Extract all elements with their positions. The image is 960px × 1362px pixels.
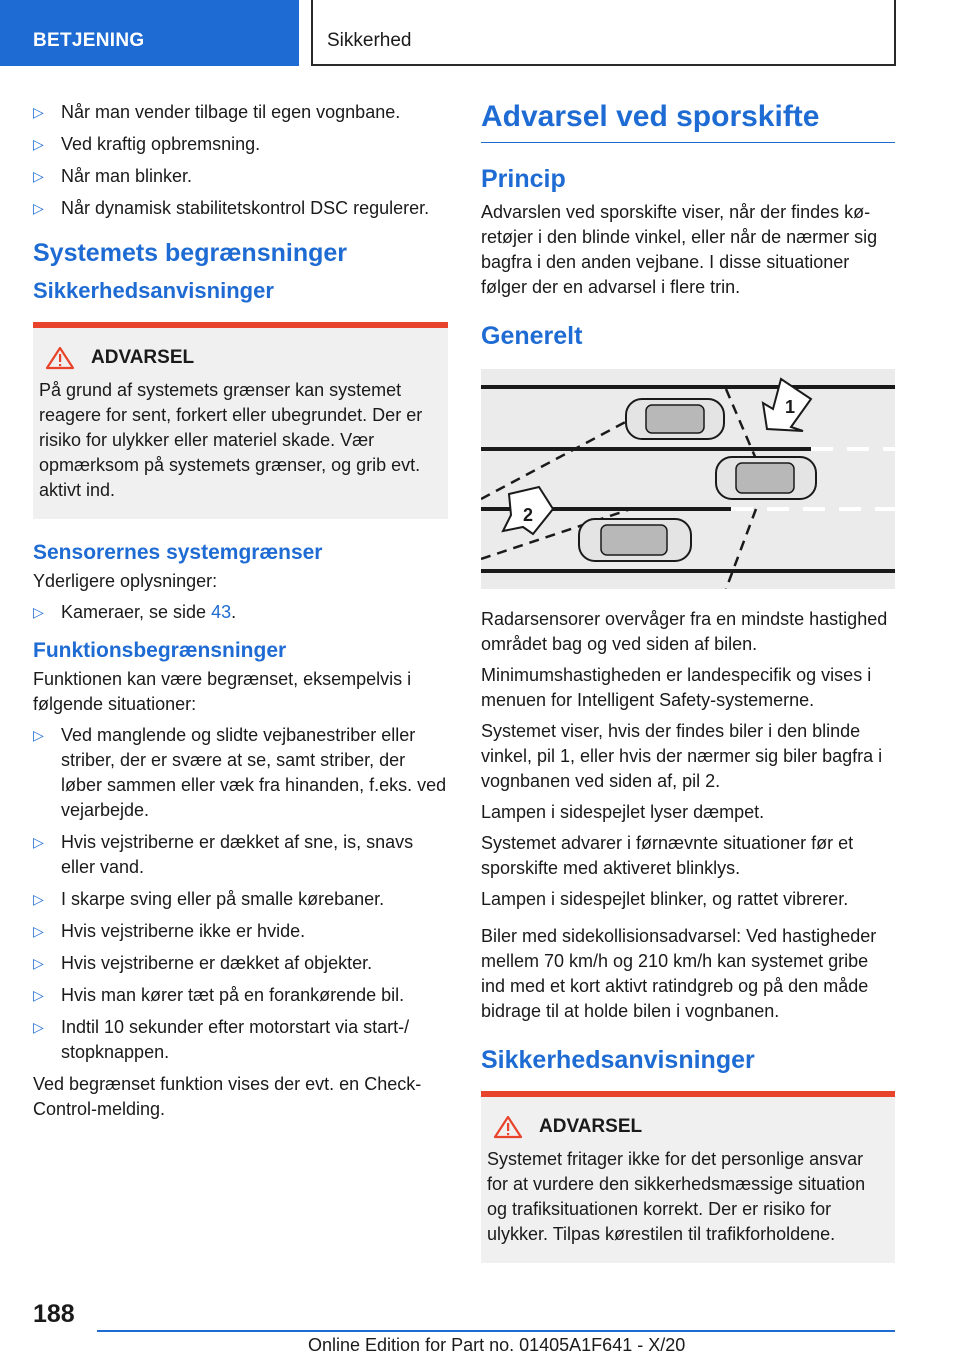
car-icon (716, 457, 816, 499)
function-bullet-list (33, 723, 448, 1065)
principle-text: Advarslen ved sporskifte viser, når der findes køretøjer i den blinde vinkel, eller når de nærmer sig bagfra i den anden vejbane. I disse situationer følger der en advarsel i flere trin. (481, 202, 878, 297)
lane-change-illustration (481, 369, 895, 589)
warning-text: På grund af systemets grænser kan systemet reagere for sent, forkert eller ubegrundet. Der er risiko for ulykker eller materiel skade. Vær opmærksom på systemets grænser, og grib evt. aktivt ind. (39, 380, 423, 500)
heading-sensor-limits: Sensorernes systemgrænser (33, 541, 323, 564)
list-item: ▷ Når dynamisk stabilitetskontrol DSC regulerer. (33, 196, 448, 221)
right-column (481, 100, 895, 1285)
car-icon (626, 399, 724, 439)
footer-divider (97, 1330, 895, 1332)
road-diagram (481, 369, 895, 589)
section-tab (0, 0, 299, 66)
page-title: Advarsel ved sporskifte (481, 100, 895, 143)
function-outro: Ved begrænset funktion vises der evt. en Check-Control-melding. (33, 1074, 422, 1119)
edition-text: Online Edition for Part no. 01405A1F641 - X/20 (308, 1335, 686, 1355)
warning-text: Systemet fritager ikke for det personlige ansvar for at vurdere den sikkerhedsmæssige situation og trafiksituationen korrekt. Der er risiko for ulykker. Tilpas kørestilen til trafikforholdene. (487, 1149, 866, 1244)
chapter-tab (311, 0, 896, 66)
warning-triangle-icon (45, 346, 75, 370)
heading-safety-instructions: Sikkerhedsanvisninger (33, 278, 274, 303)
top-bullet-list (33, 100, 448, 221)
warning-box (481, 1091, 895, 1263)
list-item: ▷ Når man blinker. (33, 164, 448, 189)
warning-label: ADVARSEL (539, 1116, 643, 1137)
general-paragraph: Systemet advarer i førnævnte situationer før et sporskifte med aktiveret blinklys. (481, 833, 854, 878)
general-paragraph: Lampen i sidespejlet lyser dæmpet. (481, 802, 765, 822)
general-paragraph: Minimumshastigheden er landespecifik og vises i menuen for Intelligent Safety-systemerne. (481, 665, 872, 710)
function-intro: Funktionen kan være begrænset, eksempelvis i følgende situationer: (33, 669, 412, 714)
sensor-bullet-list (33, 600, 448, 625)
general-paragraph: Radarsensorer overvåger fra en mindste hastighed området bag og ved siden af bilen. (481, 609, 888, 654)
svg-text:1: 1 (785, 397, 796, 417)
list-item (33, 600, 448, 625)
section-title: BETJENING (33, 30, 145, 51)
warning-box (33, 322, 448, 519)
list-item: ▷ Når man vender tilbage til egen vognbane. (33, 100, 448, 125)
list-item: ▷ Ved manglende og slidte vejbanestriber eller striber, der er svære at se, samt striber, der løber sammen eller væk fra hinanden, f.eks. ved vejarbejde. (33, 723, 448, 823)
heading-general: Generelt (481, 322, 583, 350)
list-item: ▷ Hvis vejstriberne er dækket af objekter. (33, 951, 448, 976)
list-item: ▷ Hvis man kører tæt på en forankørende bil. (33, 983, 448, 1008)
heading-system-limits: Systemets begrænsninger (33, 239, 347, 267)
left-column (33, 100, 448, 1122)
car-icon (579, 519, 691, 561)
warning-triangle-icon (493, 1115, 523, 1139)
heading-function-limits: Funktionsbegrænsninger (33, 639, 287, 662)
list-item-text: Kameraer, se side (61, 602, 212, 622)
heading-principle: Princip (481, 165, 566, 193)
warning-label: ADVARSEL (91, 347, 195, 368)
chapter-title: Sikkerhed (327, 30, 412, 51)
svg-text:2: 2 (523, 505, 534, 525)
warning-header (45, 346, 442, 370)
list-item-text: . (231, 602, 237, 622)
general-paragraph: Lampen i sidespejlet blinker, og rattet vibrerer. (481, 889, 849, 909)
list-item: ▷ Hvis vejstriberne er dækket af sne, is, snavs eller vand. (33, 830, 448, 880)
heading-safety-instructions-right: Sikkerhedsanvisninger (481, 1046, 755, 1074)
page-link-43[interactable]: 43 (211, 602, 232, 622)
side-collision-text: Biler med sidekollisionsadvarsel: Ved hastigheder mellem 70 km/h og 210 km/h kan systemet gribe ind med et kort aktivt ratindgreb og på den måde bidrage til at holde bilen i vognbanen. (481, 926, 877, 1021)
general-paragraph: Systemet viser, hvis der findes biler i den blinde vinkel, pil 1, eller hvis der nærmer sig biler bagfra i vognbanen ved siden af, pil 2. (481, 721, 883, 791)
list-item: ▷ I skarpe sving eller på smalle kørebaner. (33, 887, 448, 912)
list-item: ▷ Hvis vejstriberne ikke er hvide. (33, 919, 448, 944)
list-item: ▷ Indtil 10 sekunder efter motorstart via start-/ stopknappen. (33, 1015, 448, 1065)
list-item: ▷ Ved kraftig opbremsning. (33, 132, 448, 157)
warning-header (493, 1115, 889, 1139)
page-number: 188 (33, 1300, 75, 1328)
sensor-intro: Yderligere oplysninger: (33, 571, 218, 591)
